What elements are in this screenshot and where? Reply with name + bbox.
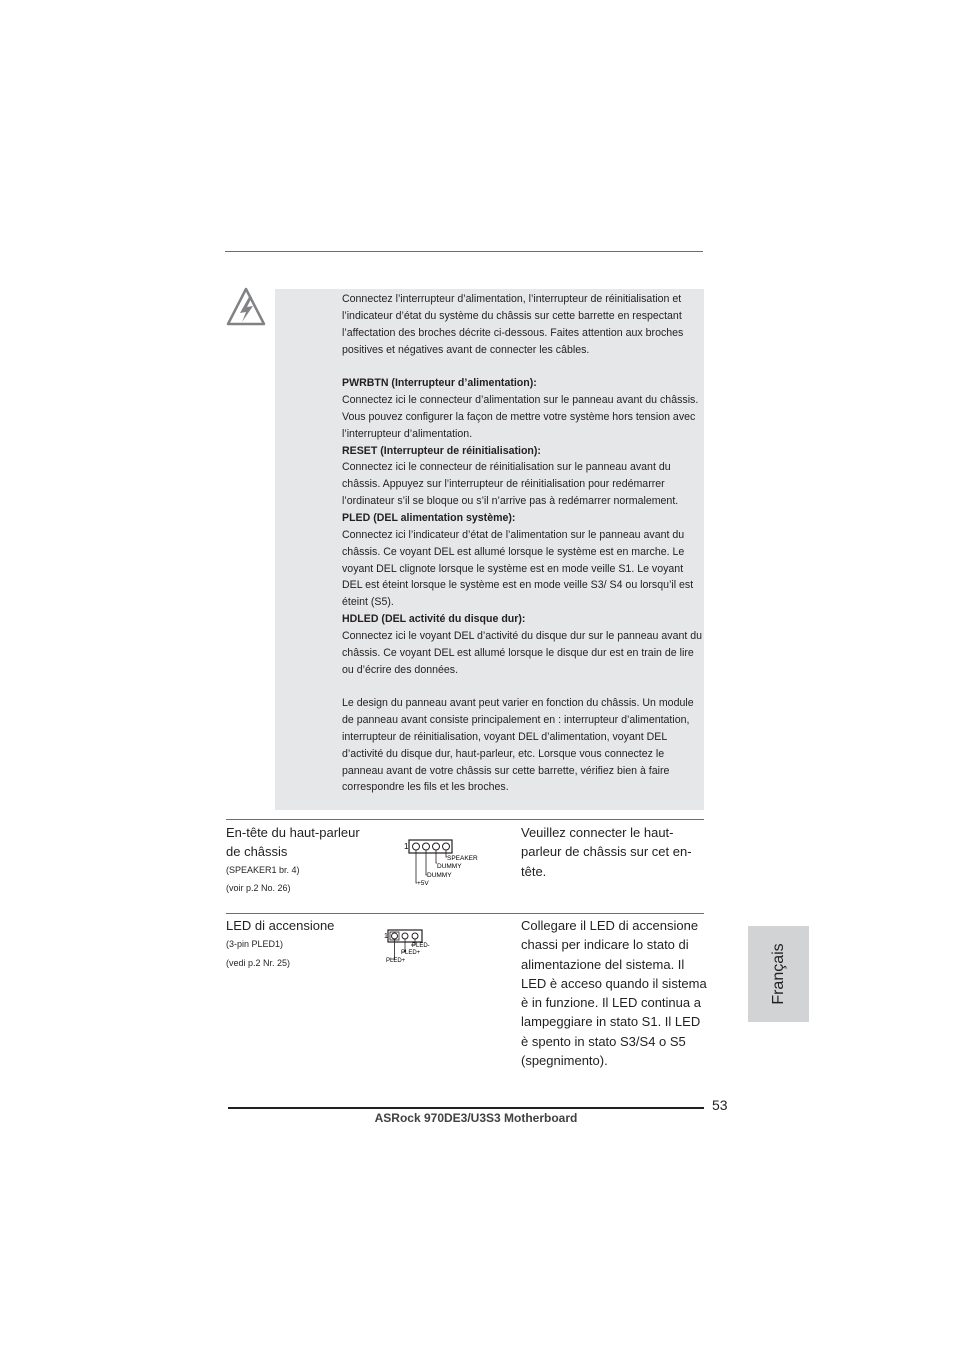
pled-pin-diagram	[383, 926, 453, 966]
language-tab	[748, 926, 809, 1022]
pwrbtn-title: PWRBTN (Interrupteur d’alimentation):	[342, 377, 537, 390]
pled-title: PLED (DEL alimentation système):	[342, 511, 516, 524]
speaker-header-page-ref: (voir p.2 No. 26)	[226, 883, 291, 893]
page-number: 53	[712, 1097, 728, 1113]
pin-label: DUMMY	[437, 863, 462, 870]
pin-label: PLED-	[412, 943, 430, 949]
warning-note	[342, 291, 704, 796]
footer-rule	[228, 1107, 704, 1109]
reset-title: RESET (Interrupteur de réinitialisation):	[342, 444, 541, 457]
speaker-header-title: En-tête du haut-parleur de châssis	[226, 825, 360, 859]
note-intro: Connectez l’interrupteur d’alimentation, l’interrupteur de réinitialisation et l’indicateur d’état du système du châssis sur cette barrette en respectant l’affectation des broches décrite ci-dessous. Faites attention aux broches positives et négatives avant de connecter les câbles.	[342, 293, 684, 356]
top-rule	[225, 251, 703, 252]
pled-header-ref: (3-pin PLED1)	[226, 939, 284, 949]
pled-header-title: LED di accensione	[226, 918, 335, 933]
pin-label: DUMMY	[427, 872, 452, 879]
divider	[226, 819, 704, 820]
speaker-header-ref: (SPEAKER1 br. 4)	[226, 865, 300, 875]
note-outro: Le design du panneau avant peut varier en fonction du châssis. Un module de panneau avant consiste principalement en : interrupteur d’alimentation, interrupteur de réinitialisation, voyant DEL d’alimentation, voyant DEL d’activité du disque dur, haut-parleur, etc. Lorsque vous connectez le panneau avant de votre châssis sur cette barrette, vérifiez bien à faire correspondre les fils et les broches.	[342, 697, 694, 794]
warning-icon	[226, 287, 266, 327]
divider	[226, 913, 704, 914]
pled-text: Connectez ici l’indicateur d’état de l’alimentation sur le panneau avant du châssis. Ce voyant DEL est allumé lorsque le système est en marche. Le voyant DEL clignote lorsque le système est en mode veille S1. Le voyant DEL est éteint lorsque le système est en mode veille S3/ S4 ou lorsqu’il est éteint (S5).	[342, 528, 694, 609]
pwrbtn-text: Connectez ici le connecteur d’alimentation sur le panneau avant du châssis. Vous pouvez configurer la façon de mettre votre système hors tension avec l’interrupteur d’alimentation.	[342, 394, 699, 440]
pin-label: PLED+	[401, 950, 421, 956]
pin-label: +5V	[417, 880, 429, 887]
speaker-pin-diagram	[400, 835, 500, 891]
pin-label: SPEAKER	[447, 855, 478, 862]
language-tab-label: Français	[769, 943, 787, 1005]
pin-label: PLED+	[386, 958, 406, 964]
pin1-label: 1	[404, 842, 409, 851]
hdled-title: HDLED (DEL activité du disque dur):	[342, 613, 526, 626]
pin1-label: 1	[384, 933, 388, 940]
footer-title: ASRock 970DE3/U3S3 Motherboard	[374, 1111, 578, 1125]
speaker-header-description: Veuillez connecter le haut-parleur de châssis sur cet en-tête.	[521, 825, 692, 879]
pled-header-page-ref: (vedi p.2 Nr. 25)	[226, 958, 291, 968]
hdled-text: Connectez ici le voyant DEL d’activité du disque dur sur le panneau avant du châssis. Ce voyant DEL est allumé lorsque le disque dur est en train de lire ou d’écrire des données.	[342, 629, 703, 676]
pled-header-description: Collegare il LED di accensione chassi per indicare lo stato di alimentazione del sistema. Il LED è acceso quando il sistema è in funzione. Il LED continua a lampeggiare in stato S1. Il LED è spento in stato S3/S4 o S5 (spegnimento).	[521, 918, 707, 1069]
reset-text: Connectez ici le connecteur de réinitialisation sur le panneau avant du châssis. Appuyez sur l’interrupteur de réinitialisation pour redémarrer l’ordinateur s’il se bloque ou s’il n’arrive pas à redémarrer normalement.	[342, 461, 679, 508]
